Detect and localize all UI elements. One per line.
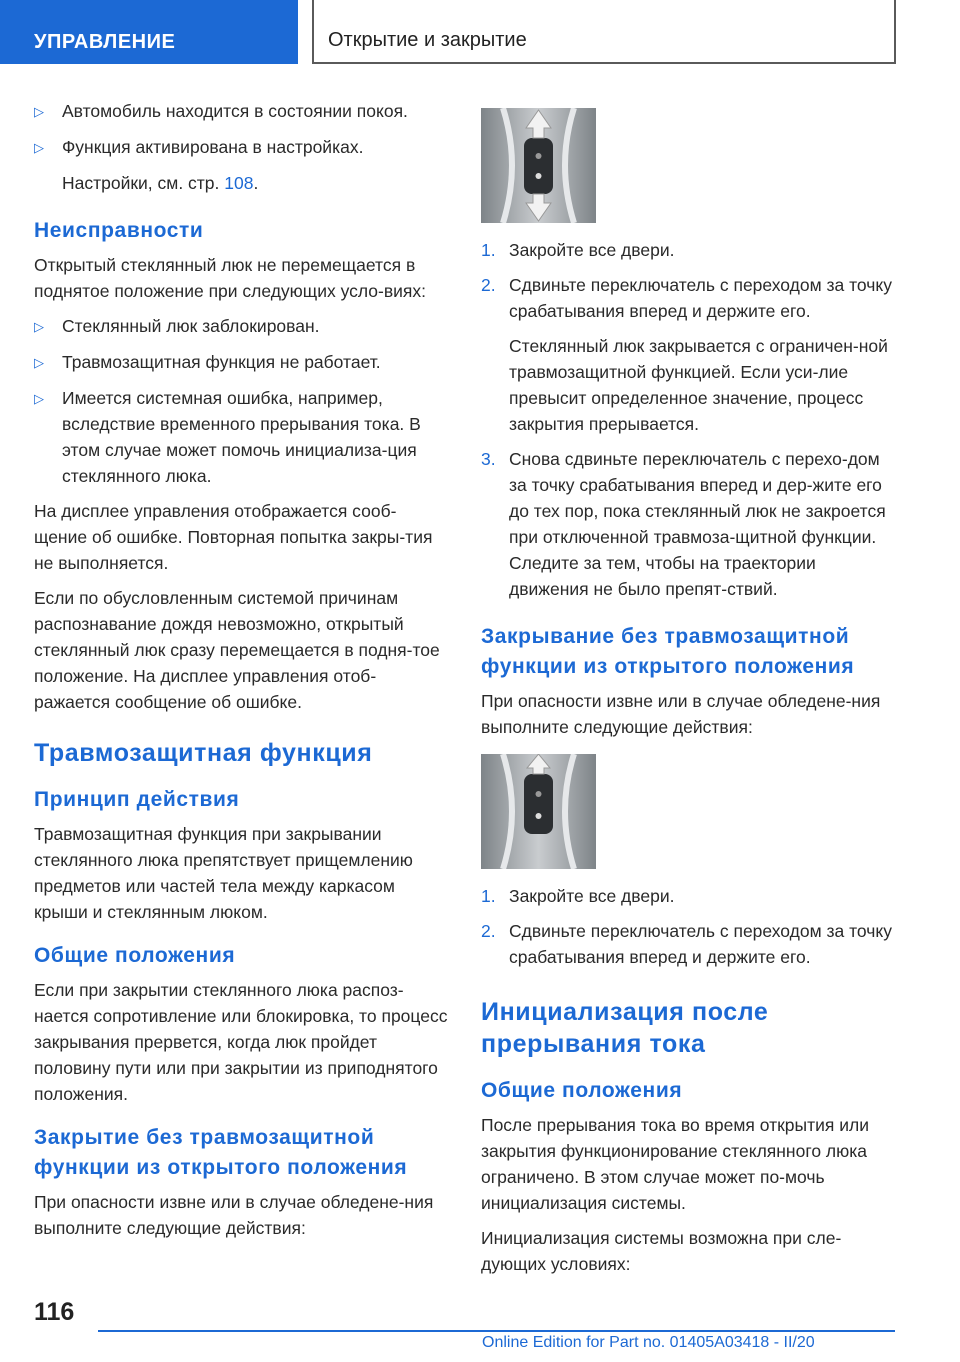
closing-without-protection-heading: Закрывание без травмозащитной функции из открытого положения	[481, 625, 855, 678]
initialization-heading: Инициализация после прерывания тока	[481, 998, 769, 1058]
list-item: ▷ Функция активирована в настройках.	[34, 134, 448, 161]
close-without-protection-heading: Закрытие без травмозащитной функции из открытого положения	[34, 1126, 408, 1179]
triangle-bullet-icon: ▷	[34, 140, 44, 155]
list-item: 2. Сдвиньте переключатель с переходом за точку срабатывания вперед и держите его.	[481, 275, 893, 321]
paragraph: Если при закрытии стеклянного люка распоз-нается сопротивление или блокировка, то процесс закрывания прервется, когда люк пройдет половину пути или при закрытии из приподнятого положения.	[34, 980, 448, 1104]
paragraph: Травмозащитная функция при закрывании стеклянного люка препятствует прищемлению предметов или частей тела между каркасом крыши и стеклянным люком.	[34, 824, 413, 922]
triangle-bullet-icon: ▷	[34, 319, 44, 334]
roof-switch-illustration	[481, 108, 596, 223]
general-heading: Общие положения	[34, 944, 236, 967]
paragraph: После прерывания тока во время открытия или закрытия функционирование стеклянного люка ограничено. В этом случае может по-мочь инициализация системы.	[481, 1115, 869, 1213]
edition-footer: Online Edition for Part no. 01405A03418 - II/20	[482, 1334, 815, 1351]
step-note: Стеклянный люк закрывается с ограничен-ной травмозащитной функцией. Если уси-лие превысит определенное значение, процесс закрытия прерывается.	[509, 336, 888, 434]
principle-heading: Принцип действия	[34, 788, 240, 811]
triangle-bullet-icon: ▷	[34, 391, 44, 406]
page-number: 116	[34, 1298, 75, 1326]
triangle-bullet-icon: ▷	[34, 355, 44, 370]
left-column	[34, 98, 448, 1250]
settings-reference: Настройки, см. стр. 108.	[62, 173, 259, 193]
list-item: ▷ Травмозащитная функция не работает.	[34, 349, 448, 376]
list-item: ▷ Автомобиль находится в состоянии покоя.	[34, 98, 448, 125]
paragraph: При опасности извне или в случае обледене-ния выполните следующие действия:	[481, 691, 881, 737]
list-item: ▷ Имеется системная ошибка, например, вследствие временного прерывания тока. В этом случае может помочь инициализа-ция стеклянного люка.	[34, 385, 448, 489]
right-column	[481, 108, 895, 1286]
footer-divider	[98, 1330, 895, 1332]
paragraph: Инициализация системы возможна при сле-дующих условиях:	[481, 1228, 842, 1274]
triangle-bullet-icon: ▷	[34, 104, 44, 119]
list-item: 1. Закройте все двери.	[481, 886, 675, 906]
paragraph: Открытый стеклянный люк не перемещается в поднятое положение при следующих усло-виях:	[34, 255, 427, 301]
chapter-title: Открытие и закрытие	[312, 0, 896, 64]
section-tab[interactable]: УПРАВЛЕНИЕ	[0, 0, 298, 64]
general-heading: Общие положения	[481, 1079, 683, 1102]
page-link[interactable]: 108	[224, 173, 254, 193]
list-item: 3. Снова сдвиньте переключатель с перехо-дом за точку срабатывания вперед и дер-жите его до тех пор, пока стеклянный люк не закроется при отключенной травмоза-щитной функции. Следите за тем, чтобы на траектории движения не было препят-ствий.	[481, 449, 886, 599]
paragraph: Если по обусловленным системой причинам распознавание дождя невозможно, открытый стеклянный люк сразу перемещается в подня-тое положение. На дисплее управления отоб-ражается сообщение об ошибке.	[34, 588, 440, 712]
malfunction-heading: Неисправности	[34, 219, 204, 242]
paragraph: На дисплее управления отображается сооб-щение об ошибке. Повторная попытка закры-тия не выполняется.	[34, 501, 433, 573]
list-item: ▷ Стеклянный люк заблокирован.	[34, 313, 448, 340]
list-item: 2. Сдвиньте переключатель с переходом за точку срабатывания вперед и держите его.	[481, 921, 893, 967]
list-item: 1. Закройте все двери.	[481, 240, 675, 260]
pinch-protection-heading: Травмозащитная функция	[34, 739, 373, 767]
roof-switch-forward-illustration	[481, 754, 596, 869]
paragraph: При опасности извне или в случае обледене-ния выполните следующие действия:	[34, 1192, 434, 1238]
